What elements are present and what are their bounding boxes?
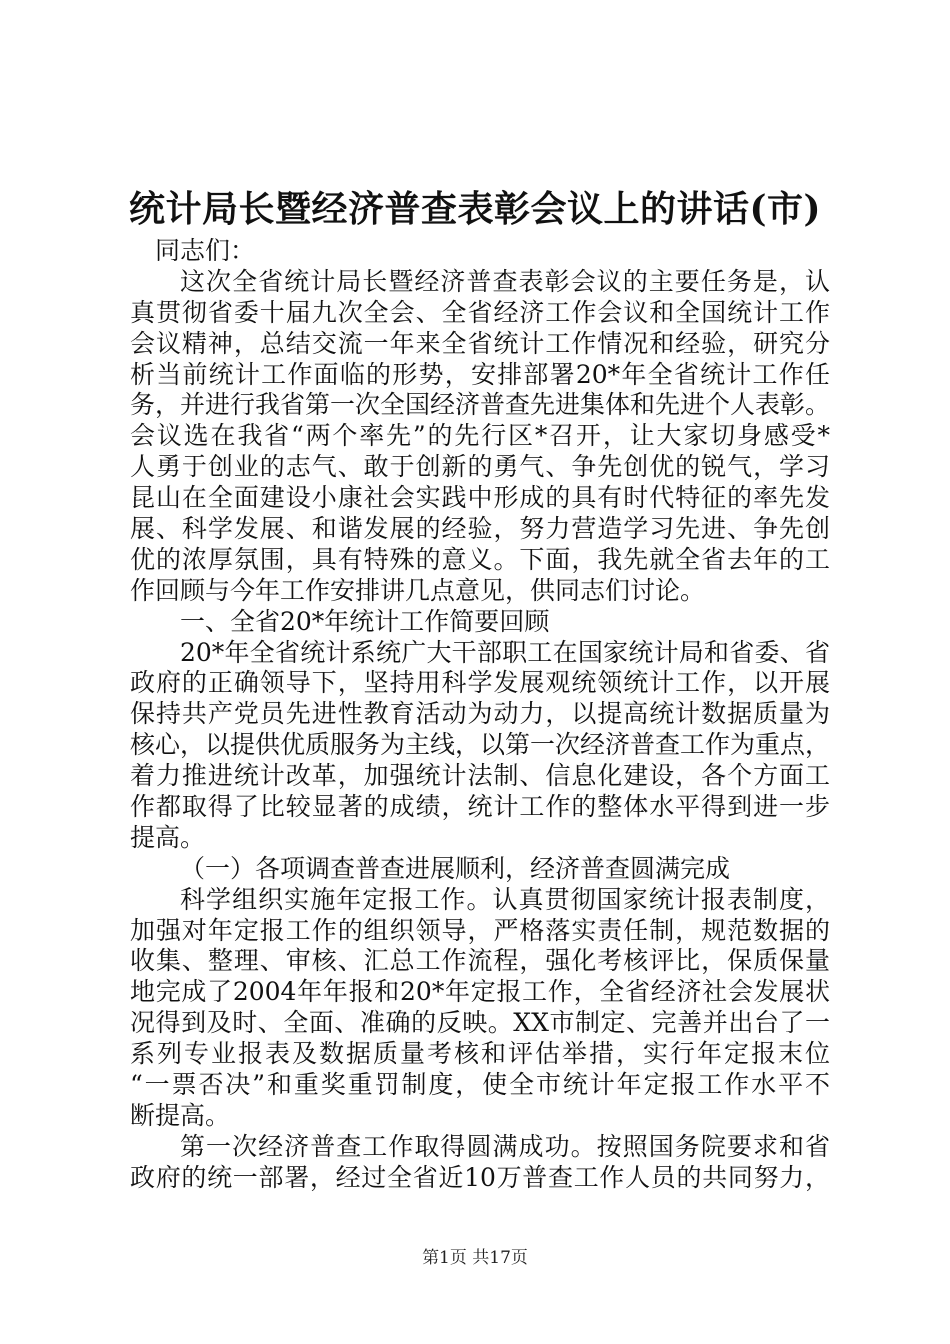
body-line: 况得到及时、全面、准确的反映。XX市制定、完善并出台了一 bbox=[130, 1008, 830, 1038]
body-line: 政府的正确领导下，坚持用科学发展观统领统计工作，以开展 bbox=[130, 668, 830, 698]
body-line: 科学组织实施年定报工作。认真贯彻国家统计报表制度， bbox=[180, 884, 830, 914]
body-line: 会议选在我省“两个率先”的先行区*召开，让大家切身感受* bbox=[130, 421, 830, 451]
body-line: 系列专业报表及数据质量考核和评估举措，实行年定报末位 bbox=[130, 1039, 830, 1069]
section-heading: 一、全省20*年统计工作简要回顾 bbox=[180, 606, 550, 636]
body-line: 核心，以提供优质服务为主线，以第一次经济普查工作为重点， bbox=[130, 730, 830, 760]
body-line: 这次全省统计局长暨经济普查表彰会议的主要任务是，认 bbox=[180, 266, 830, 296]
body-line: 析当前统计工作面临的形势，安排部署20*年全省统计工作任 bbox=[130, 359, 830, 389]
body-line: 保持共产党员先进性教育活动为动力，以提高统计数据质量为 bbox=[130, 699, 830, 729]
body-line: 优的浓厚氛围，具有特殊的意义。下面，我先就全省去年的工 bbox=[130, 544, 830, 574]
body-line: 展、科学发展、和谐发展的经验，努力营造学习先进、争先创 bbox=[130, 514, 830, 544]
body-line: 加强对年定报工作的组织领导，严格落实责任制，规范数据的 bbox=[130, 915, 830, 945]
body-line: 作都取得了比较显著的成绩，统计工作的整体水平得到进一步 bbox=[130, 792, 830, 822]
body-line: 20*年全省统计系统广大干部职工在国家统计局和省委、省 bbox=[180, 637, 830, 667]
page-number: 第1页 共17页 bbox=[422, 1248, 528, 1268]
body-line: 作回顾与今年工作安排讲几点意见，供同志们讨论。 bbox=[130, 575, 706, 605]
body-line: 政府的统一部署，经过全省近10万普查工作人员的共同努力， bbox=[130, 1162, 830, 1192]
body-line: 地完成了2004年年报和20*年定报工作，全省经济社会发展状 bbox=[130, 977, 830, 1007]
body-line: 务，并进行我省第一次全国经济普查先进集体和先进个人表彰。 bbox=[130, 390, 830, 420]
body-line: 真贯彻省委十届九次全会、全省经济工作会议和全国统计工作 bbox=[130, 297, 830, 327]
salutation: 同志们： bbox=[155, 236, 256, 265]
body-line: 人勇于创业的志气、敢于创新的勇气、争先创优的锐气，学习 bbox=[130, 452, 830, 482]
body-line: 会议精神，总结交流一年来全省统计工作情况和经验，研究分 bbox=[130, 328, 830, 358]
body-line: 断提高。 bbox=[130, 1100, 231, 1130]
body-line: 着力推进统计改革，加强统计法制、信息化建设，各个方面工 bbox=[130, 761, 830, 791]
document-title: 统计局长暨经济普查表彰会议上的讲话(市) bbox=[128, 188, 822, 230]
document-body bbox=[130, 236, 830, 1194]
body-line: 昆山在全面建设小康社会实践中形成的具有时代特征的率先发 bbox=[130, 483, 830, 513]
body-line: 第一次经济普查工作取得圆满成功。按照国务院要求和省 bbox=[180, 1131, 830, 1161]
body-line: 收集、整理、审核、汇总工作流程，强化考核评比，保质保量 bbox=[130, 946, 830, 976]
body-line: 提高。 bbox=[130, 822, 206, 852]
body-line: “一票否决”和重奖重罚制度，使全市统计年定报工作水平不 bbox=[130, 1070, 830, 1100]
subsection-heading: （一）各项调查普查进展顺利，经济普查圆满完成 bbox=[180, 853, 731, 883]
